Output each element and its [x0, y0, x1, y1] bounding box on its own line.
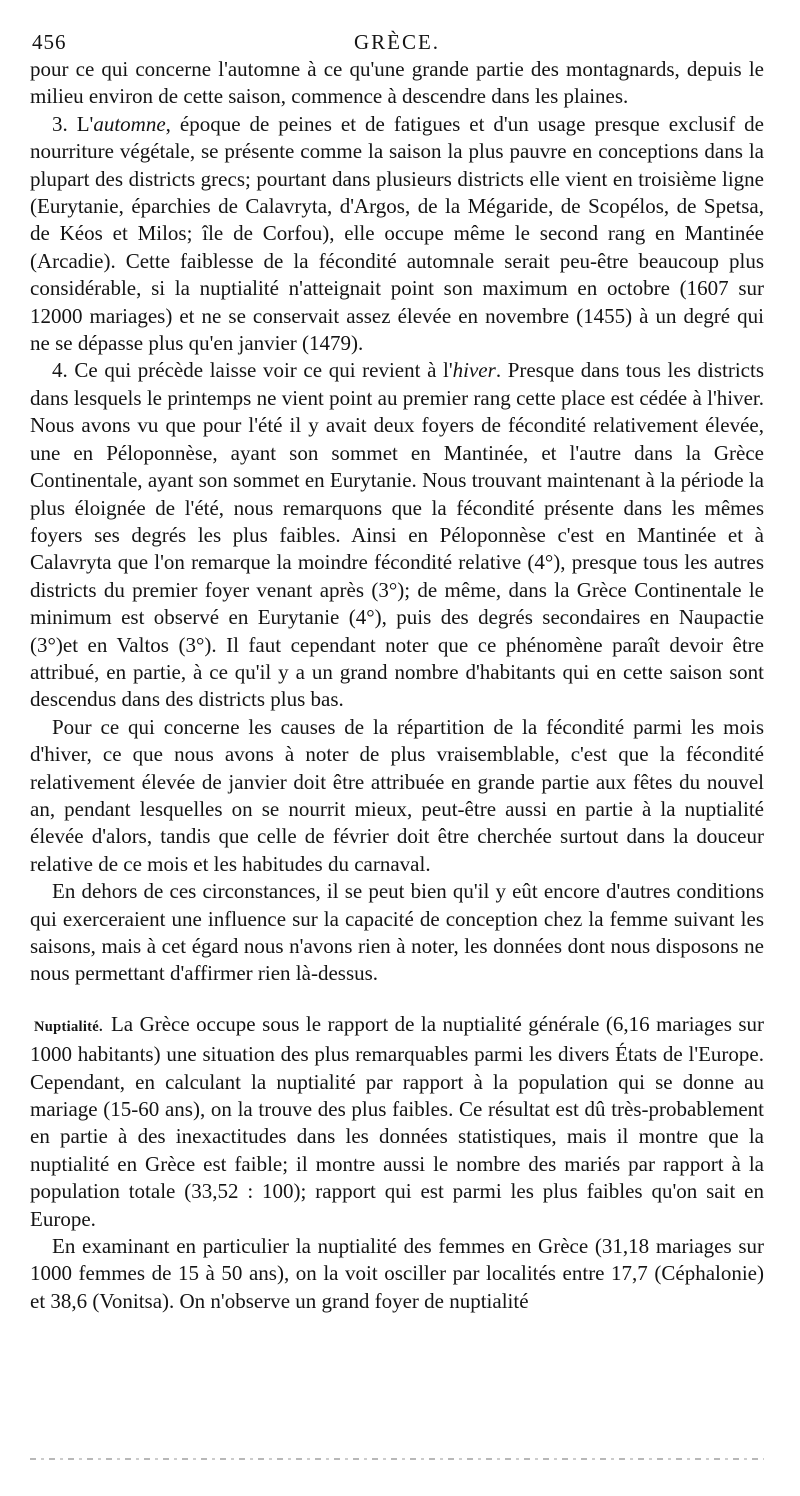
italic-term: hiver: [452, 358, 496, 383]
paragraph-text: La Grèce occupe sous le rapport de la nuptialité générale (6,16 mariages sur 1000 habitants) une situation des plus remarquables parmi les divers États de l'Europe. Cependant, en calculant la nuptialité par rapport à la population qui se donne au mariage (15-60 ans), on la trouve des plus faibles. Ce résultat est dû très-probablement en partie à des inexactitudes dans les données statistiques, mais il montre que la nuptialité en Grèce est faible; il montre aussi le nombre des mariés par rapport à la population totale (33,52 : 100); rapport qui est parmi les plus faibles qu'on sait en Europe.: [30, 1011, 764, 1231]
paragraph-0: [30, 56, 764, 111]
paragraph-text: En dehors de ces circonstances, il se peut bien qu'il y eût encore d'autres conditions qui exerceraient une influence sur la capacité de conception chez la femme suivant les saisons, mais à cet égard nous n'avons rien à noter, les données dont nous disposons ne nous permettant d'affirmer rien là-dessus.: [30, 879, 764, 986]
paragraph-6: [30, 1233, 764, 1315]
paragraph-text: En examinant en particulier la nuptialité des femmes en Grèce (31,18 mariages sur 1000 femmes de 15 à 50 ans), on la voit osciller par localités entre 17,7 (Céphalonie) et 38,6 (Vonitsa). On n'observe un grand foyer de nuptialité: [30, 1234, 764, 1313]
italic-term: automne: [93, 111, 166, 136]
paragraph-text: 3. L': [52, 111, 94, 136]
paragraph-text: Pour ce qui concerne les causes de la répartition de la fécondité parmi les mois d'hiver, ce que nous avons à noter de plus vraisemblable, c'est que la fécondité relativement élevée de janvier doit être attribuée en grande partie aux fêtes du nouvel an, pendant lesquelles on se nourrit mieux, peut-être aussi en partie à la nuptialité élevée d'alors, tandis que celle de février doit être cherchée surtout dans la douceur relative de ce mois et les habitudes du carnaval.: [30, 714, 764, 876]
bottom-scan-mark: [30, 1458, 764, 1460]
paragraph-2: [30, 357, 764, 713]
paragraph-text: . Presque dans tous les districts dans lesquels le printemps ne vient point au premier rang cette place est cédée à l'hiver. Nous avons vu que pour l'été il y avait deux foyers de fécondité relativement élevée, une en Péloponnèse, ayant son sommet en Mantinée, et l'autre dans la Grèce Continentale, ayant son sommet en Eurytanie. Nous trouvant maintenant à la période la plus éloignée de l'été, nous remarquons que la fécondité présente dans les mêmes foyers ses degrés les plus faibles. Ainsi en Péloponnèse c'est en Mantinée et à Calavryta que l'on remarque la moindre fécondité relative (4°), presque tous les autres districts du premier foyer venant après (3°); de même, dans la Grèce Continentale le minimum est observé en Eurytanie (4°), puis des degrés secondaires en Naupactie (3°)et en Valtos (3°). Il faut cependant noter que ce phénomène paraît devoir être attribué, en partie, à ce qu'il y a un grand nombre d'habitants qui en cette saison sont descendus dans des districts plus bas.: [30, 358, 765, 712]
paragraph-4: [30, 878, 764, 988]
paragraph-text: , époque de peines et de fatigues et d'un usage presque exclusif de nourriture végétale, se présente comme la saison la plus pauvre en conceptions dans la plupart des districts grecs; pourtant dans plusieurs districts elle vient en troisième ligne (Eurytanie, éparchies de Calavryta, d'Argos, de la Mégaride, de Scopélos, de Spetsa, de Kéos et Milos; île de Corfou), elle occupe même le second rang en Mantinée (Arcadie). Cette faiblesse de la fécondité automnale serait peu-être beaucoup plus considérable, si la nuptialité n'atteignait point son maximum en octobre (1607 sur 12000 mariages) et ne se conservait assez élevée en novembre (1455) à un degré qui ne se dépasse plus qu'en janvier (1479).: [30, 111, 764, 356]
paragraph-5: [30, 1011, 764, 1233]
body-text: [30, 56, 764, 1315]
running-head: [30, 26, 764, 56]
page-number: 456: [32, 30, 67, 54]
paragraph-3: [30, 714, 764, 878]
paragraph-1: [30, 111, 764, 358]
paragraph-text: 4. Ce qui précède laisse voir ce qui revient à l': [52, 358, 453, 383]
section-run-in-heading: Nuptialité.: [34, 1018, 103, 1035]
paragraph-text: pour ce qui concerne l'automne à ce qu'une grande partie des montagnards, depuis le milieu environ de cette saison, commence à descendre dans les plaines.: [30, 57, 764, 109]
running-title: GRÈCE.: [353, 30, 441, 54]
